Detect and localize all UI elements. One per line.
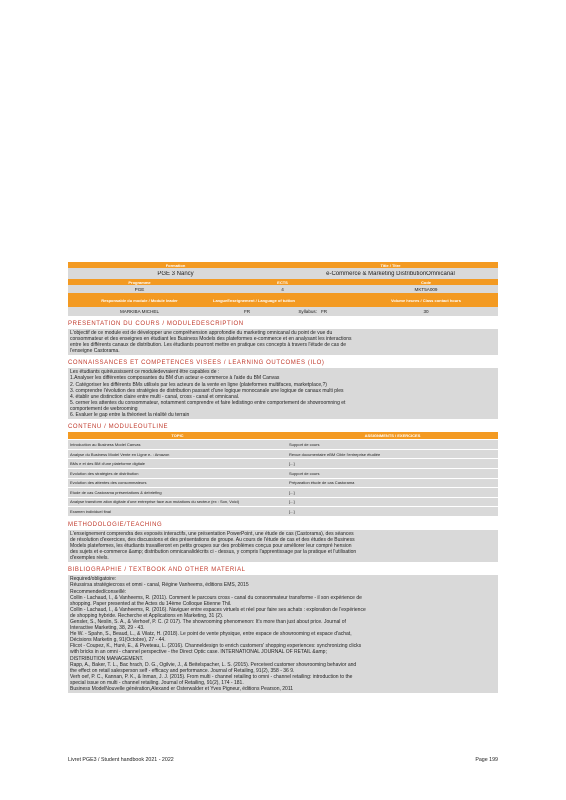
- bibliography-line: the effect on retail salesperson self - efficacy and performance. Journal of Retailing, 91(2), 358 - 36 9.: [70, 667, 295, 674]
- bibliography-line: Flicot - Coupez, K., Huré, E., & Piveteau, L. (2016). Channeldesign to enrich customers' shopping experiences: synchronizing clicks: [70, 643, 362, 650]
- contenu-table: [68, 432, 498, 517]
- methodology-title: METHODOLOGIE/TEACHING: [68, 521, 163, 528]
- header-row-values-3: [68, 307, 498, 316]
- competences-line: 4. établir une distinction claire entre multi - canal, cross - canal et omnicanal.: [70, 393, 240, 400]
- header-row-labels-3: [68, 293, 498, 307]
- programme-value: PGE: [134, 286, 145, 292]
- assign-cell: [...]: [287, 497, 498, 507]
- bibliography-line: Business ModelNouvelle génération,Alexand er Osterwalder et Yves Pigneur, éditions Pearson, 2011: [70, 686, 294, 693]
- langue-value: FR: [243, 309, 251, 314]
- contenu-header-row: [68, 432, 498, 440]
- competences-body: [68, 368, 498, 419]
- code-value: MKT5A009: [414, 286, 438, 292]
- methodology-body: [68, 530, 498, 562]
- table-row: [68, 507, 498, 517]
- methodology-line: Models plateformes, les étudiants travailleront en petits groupes sur des problèmes conçus pour améliorer leur compré hension: [70, 543, 352, 550]
- table-row: [68, 440, 498, 450]
- bibliography-line: Recommended/conseillé:: [70, 588, 127, 595]
- topic-cell: Evolution des attentes des consommateurs: [68, 478, 287, 488]
- topic-cell: Analyse du Business Model Vente en Ligne e- : Amazon: [68, 449, 287, 459]
- competences-line: 1.Analyser les différentes composantes du BM d'un acteur e-commerce à l'aide du BM Canvas: [70, 375, 280, 382]
- topic-cell: Evolution des stratégies de distribution: [68, 468, 287, 478]
- competences-line: 5. cerner les attentes du consommateur, notamment comprendre et faire ledistingo entre comportement de showroomning et: [70, 399, 346, 406]
- header-row-labels-1: [68, 262, 498, 268]
- assign-cell: Support de cours: [287, 468, 498, 478]
- table-row: [68, 488, 498, 498]
- header-row-values-2: [68, 285, 498, 293]
- code-label: Code: [421, 279, 431, 285]
- formation-value: PGE 3 Nancy: [157, 270, 194, 277]
- assign-cell: Revue documentaire eBM Cible l'entreprise étudiée: [287, 449, 498, 459]
- presentation-title: PRESENTATION DU COURS / MODULEDESCRIPTION: [68, 321, 244, 327]
- bibliography-line: with bricks in an omni - channel perspective - the Direct Optic case. INTERNATIONAL JOURNAL OF RETAIL &amp;: [70, 649, 327, 656]
- title-label: Title / Titre: [380, 262, 401, 268]
- bibliography-line: Collin - Lachaud, I., & Vanheems, R. (2011). Comment le parcours cross - canal du consommateur transforme - il son expérience de: [70, 594, 362, 601]
- methodology-line: de résolution d'exercices, des discussions et des présentations de groupe. Au cours de l'étude de cas et des études de Business: [70, 536, 355, 543]
- methodology-line: des sujets et e-commerce &amp; distribution omnicanalidécrits ci - dessus, y compris l'apprentissage par la pratique et l'utilisation: [70, 549, 357, 556]
- responsable-value: MARKIBA MICHEL: [119, 309, 160, 314]
- table-row: [68, 468, 498, 478]
- competences-title: CONNAISSANCES ET COMPETENCES VISEES / LEARNING OUTCOMES (ILO): [68, 360, 325, 367]
- bibliography-line: He W. - Spahn, S., Beaud, L., & Vilatz, H. (2018). Le point de vente physique, entre espace de showrooming et espace d'achat,: [70, 631, 352, 638]
- contenu-title: CONTENU / MODULEOUTLINE: [68, 424, 169, 431]
- presentation-line: L'objectif de ce module est de développer une compréhension approfondie du marketing omnicanal du point de vue du: [70, 330, 333, 336]
- competences-line: Les étudiants quiréussissent ce moduledevraient être capables de :: [70, 369, 220, 376]
- title-value: e-Commerce & Marketing DistributionOmnicanal: [326, 270, 455, 277]
- methodology-line: L'enseignement comprendra des exposés interactifs, une présentation PowerPoint, une étude de cas (Castorama), des séances: [70, 530, 354, 537]
- topic-cell: Etude de cas Castorama présentations & debriefing: [68, 488, 287, 498]
- course-sheet: [68, 262, 498, 693]
- footer-handbook-label: Livret PGE3 / Student handbook 2021 - 2022: [68, 757, 174, 763]
- responsable-label: Responsable du module / Module leader: [101, 297, 178, 303]
- volume-value: 30: [423, 309, 429, 314]
- syllabus-value: FR: [321, 309, 328, 314]
- table-row: [68, 497, 498, 507]
- assign-cell: Préparation étude de cas Castorama: [287, 478, 498, 488]
- bibliography-line: Collin - Lachaud, I., & Vanheems, R. (2016). Naviguer entre espaces virtuels et réel pour faire ses achats : exploration de l'expérience: [70, 606, 366, 613]
- presentation-line: consommateur et des enseignes en étudiant les Business Models des plateformes e-commerce et en analysant les interactions: [70, 336, 352, 343]
- presentation-line: l'enseigne Castorama.: [70, 348, 120, 355]
- bibliography-body: [68, 575, 498, 693]
- topic-cell: Introduction au Business Model Canvas: [68, 440, 287, 450]
- bibliography-line: Required/obligatoire:: [70, 576, 117, 583]
- langue-label: LangueEnseignement / Language of tuition: [213, 297, 296, 303]
- table-row: [68, 449, 498, 459]
- syllabus-label: Syllabus:: [298, 309, 317, 314]
- header-table: [68, 262, 498, 316]
- bibliography-line: Rapp, A., Baker, T. L., Bac hrach, D. G., Ogilvie, J., & Beitelspacher, L. S. (2015). Perceived customer showrooming behavior and: [70, 661, 357, 668]
- bibliography-line: Verh oef, P. C., Kannan, P. K., & Inman, J. J. (2015). From multi - channel retailing to omni - channel retailing: introduction to the: [70, 673, 353, 680]
- volume-label: Volume heures / Class contact hours: [391, 297, 461, 303]
- programme-label: Programme: [128, 279, 151, 285]
- topic-cell: BMs e et des BM d'une plateforme digitale: [68, 459, 287, 469]
- header-row-values-1: [68, 268, 498, 279]
- table-row: [68, 459, 498, 469]
- bibliography-line: de shopping hybride. Recherche et Applications en Marketing, 31 (2).: [70, 612, 224, 619]
- bibliography-title: BIBLIOGRAPHIE / TEXTBOOK AND OTHER MATERIAL: [68, 567, 246, 574]
- bibliography-line: shopping. Paper presented at the Actes du 14ème Colloque Etienne Thil.: [70, 600, 232, 607]
- bibliography-line: DISTRIBUTION MANAGEMENT.: [70, 655, 144, 662]
- assign-cell: [...]: [287, 488, 498, 498]
- topic-header: TOPIC: [68, 432, 287, 440]
- topic-cell: Examen individuel final: [68, 507, 287, 517]
- assign-cell: Support de cours: [287, 440, 498, 450]
- formation-label: Formation: [165, 262, 186, 268]
- footer-page-number: Page 199: [475, 757, 498, 763]
- ects-value: 4: [281, 286, 284, 292]
- topic-cell: Analyse transform ation digitale d'une entreprise face aux mutations du secteur (ex : Son, Voici): [68, 497, 287, 507]
- ects-label: ECTS: [277, 279, 288, 285]
- assign-cell: [...]: [287, 459, 498, 469]
- page-footer: [68, 757, 498, 763]
- bibliography-line: Gensler, S., Neslin, S. A., & Verhoef, P. C. (2 017). The showrooming phenomenon: It's more than just about price. Journal of: [70, 619, 346, 625]
- assignments-header: ASSIGNMENTS / EXERCICES: [287, 432, 498, 440]
- bibliography-line: Décisions Marketin g, 91(Octobre), 27 - 44.: [70, 637, 166, 644]
- competences-line: 2. Catégoriser les différents BMs utilisés par les acteurs de la vente en ligne (plateformes multifaces, marketplace,?): [70, 381, 327, 388]
- assign-cell: [...]: [287, 507, 498, 517]
- competences-line: 3. comprendre l'évolution des stratégies de distribution passant d'une logique monocanale une logique de canaux multi ples: [70, 387, 344, 394]
- presentation-body: [68, 329, 498, 355]
- methodology-line: d'exemples réels.: [70, 555, 109, 562]
- bibliography-line: Interactive Marketing, 38, 29 - 43.: [70, 625, 145, 632]
- bibliography-line: special issue on multi - channel retailing. Journal of Retailing, 91(2), 174 - 181.: [70, 679, 244, 686]
- bibliography-line: Réussirsa stratégiecross et omni - canal, Régine Vanheems, éditions EMS, 2015: [70, 582, 249, 589]
- header-row-labels-2: [68, 279, 498, 285]
- table-row: [68, 478, 498, 488]
- competences-line: 6. Evaluer le gap entre la théorieet la réalité du terrain: [70, 412, 190, 419]
- competences-line: comportement de webrooming: [70, 405, 138, 412]
- presentation-line: entre les différents canaux de distribution. Les étudiants pourront mettre en pratique ces concepts à travers l'étude de cas de: [70, 342, 347, 349]
